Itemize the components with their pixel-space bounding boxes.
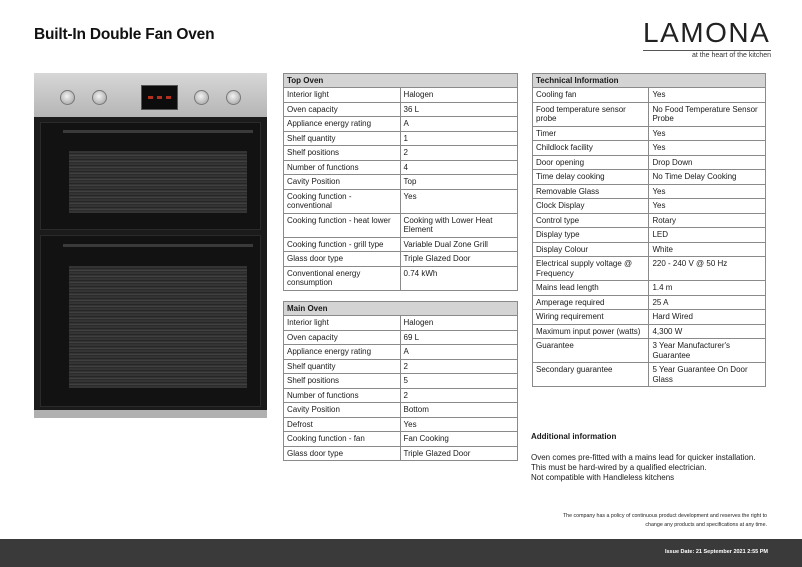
spec-row [533,88,766,103]
spec-value: No Food Temperature Sensor Probe [649,102,766,126]
disclaimer-line: The company has a policy of continuous product development and reserves the right to [562,513,767,519]
additional-info-text [531,453,776,483]
additional-line: Oven comes pre-fitted with a mains lead for quicker installation. [531,453,756,462]
oven-base-trim [34,410,267,418]
spec-label: Cavity Position [284,175,401,190]
spec-value: Fan Cooking [400,432,517,447]
spec-row [284,213,518,237]
additional-line: Not compatible with Handleless kitchens [531,473,675,482]
spec-label: Cooking function - fan [284,432,401,447]
spec-label: Glass door type [284,446,401,461]
spec-label: Shelf quantity [284,359,401,374]
spec-row [284,117,518,132]
spec-value: Yes [649,88,766,103]
top-oven-door [40,122,261,230]
spec-value: 0.74 kWh [400,266,517,290]
spec-value: Triple Glazed Door [400,446,517,461]
spec-value: Drop Down [649,155,766,170]
spec-value: Yes [649,184,766,199]
spec-row [533,257,766,281]
main-oven-header: Main Oven [284,302,518,316]
spec-row [533,199,766,214]
spec-row [284,175,518,190]
spec-label: Mains lead length [533,281,649,296]
control-knob-icon [92,90,107,105]
spec-label: Food temperature sensor probe [533,102,649,126]
spec-value: 69 L [400,330,517,345]
spec-value: Yes [649,141,766,156]
spec-row [284,330,518,345]
issue-date: Issue Date: 21 September 2021 2:55 PM [664,549,768,555]
spec-label: Number of functions [284,388,401,403]
spec-label: Cooking function - conventional [284,189,401,213]
spec-label: Clock Display [533,199,649,214]
spec-label: Shelf positions [284,146,401,161]
spec-label: Display type [533,228,649,243]
spec-label: Shelf quantity [284,131,401,146]
technical-info-table [532,73,766,387]
spec-label: Conventional energy consumption [284,266,401,290]
technical-header: Technical Information [533,74,766,88]
spec-value: White [649,242,766,257]
spec-value: A [400,117,517,132]
spec-row [284,102,518,117]
spec-label: Control type [533,213,649,228]
oven-product-image [34,73,267,418]
disclaimer [530,512,767,530]
spec-value: 220 - 240 V @ 50 Hz [649,257,766,281]
spec-value: No Time Delay Cooking [649,170,766,185]
control-knob-icon [60,90,75,105]
spec-value: 5 [400,374,517,389]
spec-row [284,446,518,461]
spec-value: Triple Glazed Door [400,252,517,267]
spec-value: 1 [400,131,517,146]
spec-label: Timer [533,126,649,141]
clock-display [141,85,178,110]
spec-row [533,155,766,170]
spec-label: Interior light [284,316,401,331]
additional-line: This must be hard-wired by a qualified electrician. [531,463,707,472]
page-title: Built-In Double Fan Oven [34,26,215,43]
spec-label: Time delay cooking [533,170,649,185]
spec-row [284,388,518,403]
spec-row [284,316,518,331]
spec-label: Cavity Position [284,403,401,418]
spec-row [284,374,518,389]
spec-value: 25 A [649,295,766,310]
spec-label: Shelf positions [284,374,401,389]
spec-value: 2 [400,388,517,403]
top-oven-rows [284,88,518,291]
spec-row [533,242,766,257]
spec-value: Rotary [649,213,766,228]
brand-logo [643,18,771,59]
control-knob-icon [226,90,241,105]
spec-row [533,363,766,387]
control-knob-icon [194,90,209,105]
spec-value: 4,300 W [649,324,766,339]
footer-bar [0,539,802,567]
main-oven-table [283,301,518,461]
spec-row [284,417,518,432]
spec-label: Wiring requirement [533,310,649,325]
spec-row [284,160,518,175]
main-oven-door [40,235,261,407]
spec-label: Removable Glass [533,184,649,199]
brand-name: LAMONA [643,17,771,48]
spec-label: Display Colour [533,242,649,257]
disclaimer-line: change any products and specifications at any time. [645,522,767,528]
spec-label: Door opening [533,155,649,170]
spec-value: Top [400,175,517,190]
spec-value: 2 [400,359,517,374]
spec-value: 4 [400,160,517,175]
spec-value: Halogen [400,88,517,103]
technical-rows [533,88,766,387]
spec-label: Appliance energy rating [284,345,401,360]
spec-value: 5 Year Guarantee On Door Glass [649,363,766,387]
spec-label: Childlock facility [533,141,649,156]
spec-row [284,432,518,447]
spec-row [533,324,766,339]
spec-row [533,281,766,296]
spec-value: Cooking with Lower Heat Element [400,213,517,237]
spec-label: Cooling fan [533,88,649,103]
spec-row [533,141,766,156]
spec-label: Maximum input power (watts) [533,324,649,339]
spec-row [533,310,766,325]
spec-label: Oven capacity [284,330,401,345]
spec-row [533,339,766,363]
spec-label: Cooking function - grill type [284,237,401,252]
spec-row [284,146,518,161]
spec-label: Oven capacity [284,102,401,117]
spec-value: 36 L [400,102,517,117]
spec-label: Appliance energy rating [284,117,401,132]
spec-row [284,88,518,103]
control-panel [34,73,267,117]
spec-value: Hard Wired [649,310,766,325]
spec-label: Secondary guarantee [533,363,649,387]
spec-label: Guarantee [533,339,649,363]
spec-value: 1.4 m [649,281,766,296]
spec-value: 2 [400,146,517,161]
spec-row [284,252,518,267]
spec-row [533,170,766,185]
spec-row [284,266,518,290]
spec-value: LED [649,228,766,243]
spec-value: Bottom [400,403,517,418]
spec-row [284,359,518,374]
main-oven-window [69,266,247,388]
spec-label: Interior light [284,88,401,103]
spec-row [284,345,518,360]
spec-value: Yes [400,417,517,432]
spec-label: Amperage required [533,295,649,310]
spec-row [284,189,518,213]
top-oven-table [283,73,518,291]
spec-value: Yes [649,126,766,141]
spec-row [533,213,766,228]
spec-value: A [400,345,517,360]
top-oven-window [69,151,247,213]
spec-value: Variable Dual Zone Grill [400,237,517,252]
spec-value: Yes [649,199,766,214]
spec-value: Halogen [400,316,517,331]
spec-row [284,237,518,252]
spec-row [533,184,766,199]
spec-label: Number of functions [284,160,401,175]
additional-info-title: Additional information [531,432,617,441]
spec-row [533,102,766,126]
top-oven-header: Top Oven [284,74,518,88]
spec-label: Glass door type [284,252,401,267]
spec-label: Cooking function - heat lower [284,213,401,237]
spec-label: Electrical supply voltage @ Frequency [533,257,649,281]
spec-row [533,295,766,310]
spec-row [284,131,518,146]
main-oven-rows [284,316,518,461]
spec-row [533,228,766,243]
brand-tagline: at the heart of the kitchen [643,50,771,59]
spec-row [284,403,518,418]
spec-value: 3 Year Manufacturer's Guarantee [649,339,766,363]
spec-label: Defrost [284,417,401,432]
spec-value: Yes [400,189,517,213]
spec-row [533,126,766,141]
